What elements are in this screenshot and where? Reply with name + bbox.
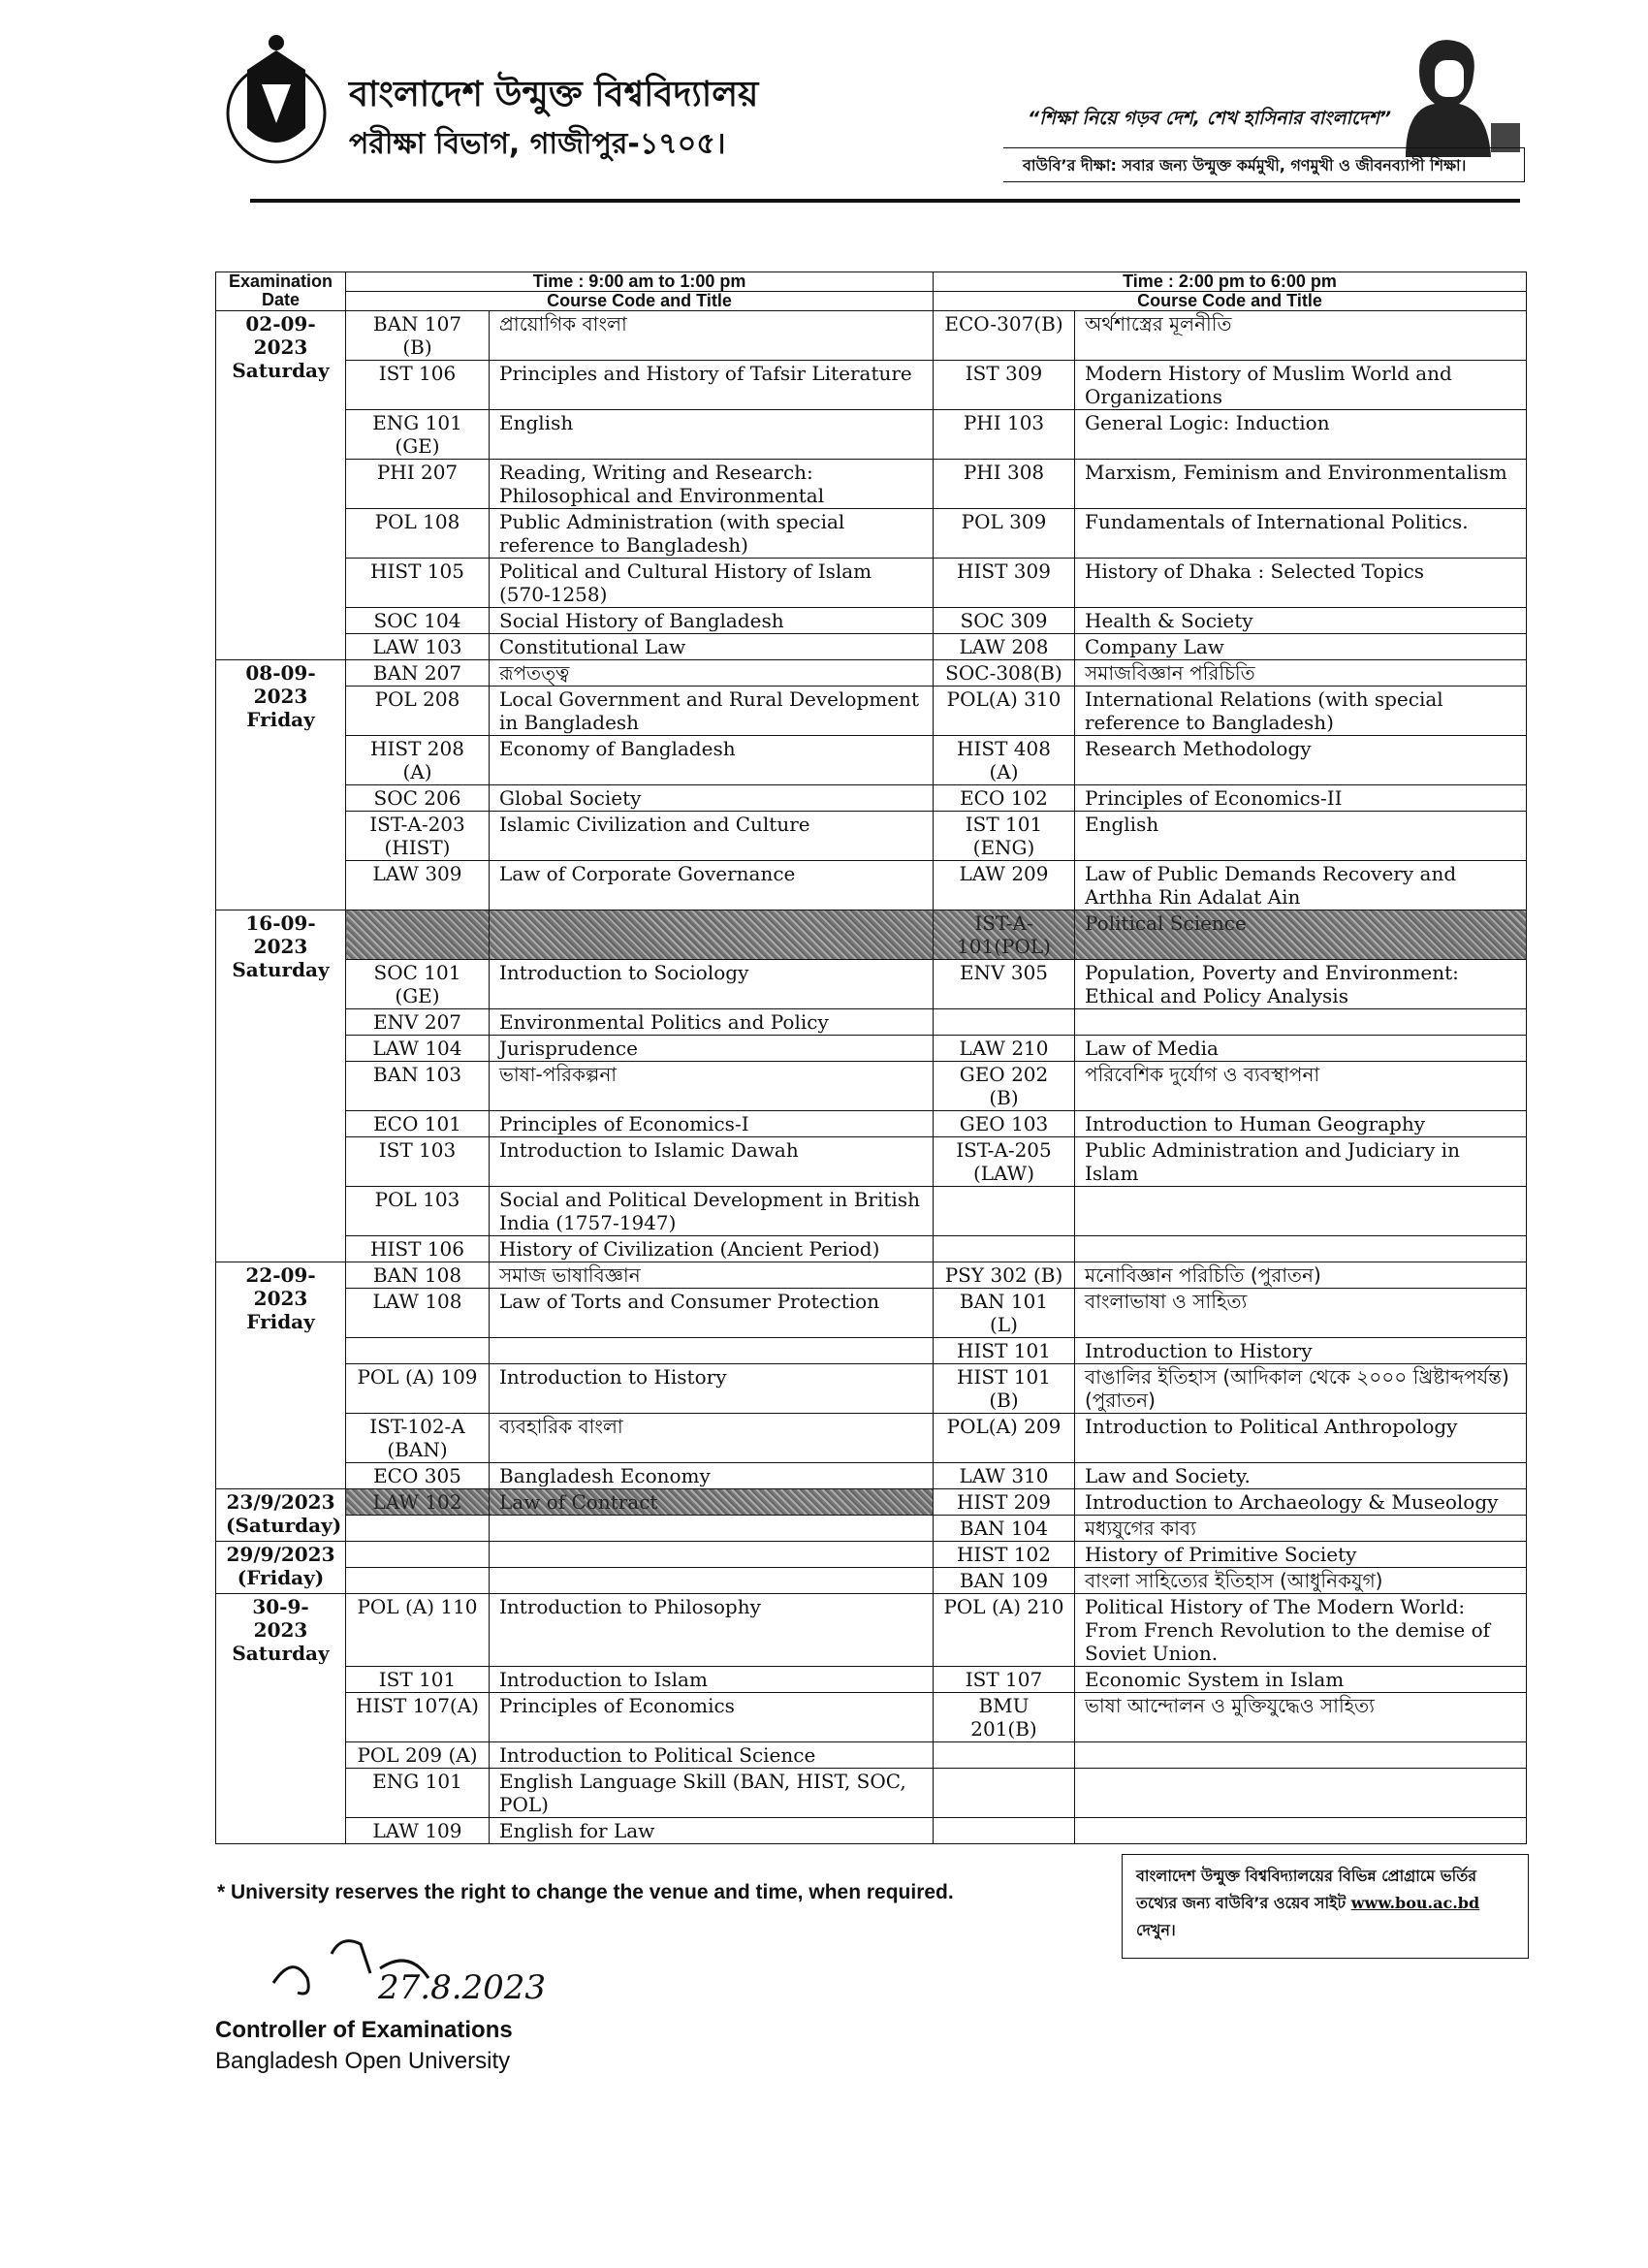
header-morning-course: Course Code and Title [346,292,934,311]
afternoon-course-code: ECO-307(B) [934,311,1075,361]
morning-course-code: POL (A) 109 [346,1364,490,1414]
table-row [216,1568,1527,1594]
afternoon-course-title: English [1075,812,1527,861]
table-row [216,410,1527,460]
exam-date: 16-09-2023 [245,911,316,958]
university-name-bn: বাংলাদেশ উন্মুক্ত বিশ্ববিদ্যালয় [349,75,759,114]
table-row [216,1667,1527,1693]
morning-course-code: IST 106 [346,361,490,410]
morning-course-code: LAW 109 [346,1818,490,1844]
schedule-body [216,311,1527,1844]
table-row [216,1289,1527,1338]
afternoon-course-code: PSY 302 (B) [934,1262,1075,1289]
morning-course-code: POL 103 [346,1187,490,1236]
morning-course-title: Reading, Writing and Research: Philosophical and Environmental [490,460,934,509]
morning-course-code: BAN 107 (B) [346,311,490,361]
morning-course-title: Introduction to Islamic Dawah [490,1137,934,1187]
website-box [1122,1854,1529,1959]
afternoon-course-title: Population, Poverty and Environment: Ethical and Policy Analysis [1075,960,1527,1009]
department-name-bn: পরীক্ষা বিভাগ, গাজীপুর-১৭০৫। [349,127,726,161]
exam-date-cell [216,1489,346,1542]
exam-day: Friday [246,708,315,731]
morning-course-title: Law of Contract [490,1489,934,1516]
table-row [216,1137,1527,1187]
morning-course-title: Introduction to Political Science [490,1742,934,1769]
morning-course-code: HIST 105 [346,559,490,608]
morning-course-code: LAW 102 [346,1489,490,1516]
morning-course-title: English Language Skill (BAN, HIST, SOC, POL) [490,1769,934,1818]
morning-course-title [490,910,934,960]
table-row [216,1414,1527,1463]
venue-note: * University reserves the right to change the venue and time, when required. [217,1881,954,1903]
morning-course-code: ECO 305 [346,1463,490,1489]
afternoon-course-title: Marxism, Feminism and Environmentalism [1075,460,1527,509]
morning-course-code [346,1542,490,1568]
afternoon-course-code: IST 101 (ENG) [934,812,1075,861]
table-row [216,1062,1527,1111]
afternoon-course-title: সমাজবিজ্ঞান পরিচিতি [1075,660,1527,687]
exam-date-cell [216,1594,346,1844]
morning-course-code: IST-102-A (BAN) [346,1414,490,1463]
afternoon-course-title: ভাষা আন্দোলন ও মুক্তিযুদ্ধেও সাহিত্য [1075,1693,1527,1742]
morning-course-code: BAN 103 [346,1062,490,1111]
afternoon-course-title: অর্থশাস্ত্রের মূলনীতি [1075,311,1527,361]
afternoon-course-title: পরিবেশিক দুর্যোগ ও ব্যবস্থাপনা [1075,1062,1527,1111]
afternoon-course-title: বাংলাভাষা ও সাহিত্য [1075,1289,1527,1338]
afternoon-course-title: Introduction to Archaeology & Museology [1075,1489,1527,1516]
afternoon-course-title: Health & Society [1075,608,1527,634]
header-afternoon-course: Course Code and Title [934,292,1527,311]
header-morning-time: Time : 9:00 am to 1:00 pm [346,272,934,292]
morning-course-title [490,1338,934,1364]
afternoon-course-code: BAN 109 [934,1568,1075,1594]
table-row [216,1187,1527,1236]
table-row [216,361,1527,410]
table-row [216,460,1527,509]
afternoon-course-code: HIST 408 (A) [934,736,1075,785]
table-row [216,1009,1527,1036]
morning-course-title: History of Civilization (Ancient Period) [490,1236,934,1262]
morning-course-title: Introduction to History [490,1364,934,1414]
afternoon-course-title: বাংলা সাহিত্যের ইতিহাস (আধুনিকযুগ) [1075,1568,1527,1594]
table-row [216,785,1527,812]
morning-course-title [490,1542,934,1568]
university-logo-icon [223,31,330,176]
afternoon-course-code: IST-A-101(POL) [934,910,1075,960]
morning-course-title: Environmental Politics and Policy [490,1009,934,1036]
morning-course-code [346,910,490,960]
afternoon-course-code: PHI 103 [934,410,1075,460]
afternoon-course-title: Research Methodology [1075,736,1527,785]
afternoon-course-title: History of Dhaka : Selected Topics [1075,559,1527,608]
table-row [216,1489,1527,1516]
afternoon-course-code: POL 309 [934,509,1075,559]
afternoon-course-code: HIST 209 [934,1489,1075,1516]
header-afternoon-time: Time : 2:00 pm to 6:00 pm [934,272,1527,292]
table-row [216,1338,1527,1364]
morning-course-title: Law of Corporate Governance [490,861,934,910]
morning-course-code: IST 101 [346,1667,490,1693]
afternoon-course-code: SOC 309 [934,608,1075,634]
afternoon-course-code [934,1236,1075,1262]
signature-date: 27.8.2023 [378,1968,547,2007]
morning-course-code: LAW 309 [346,861,490,910]
afternoon-course-title: International Relations (with special reference to Bangladesh) [1075,687,1527,736]
morning-course-code: BAN 207 [346,660,490,687]
letterhead [223,31,1522,206]
exam-date-cell [216,660,346,910]
morning-course-title: Introduction to Islam [490,1667,934,1693]
table-row [216,660,1527,687]
exam-date-cell [216,311,346,660]
controller-title: Controller of Examinations [215,2017,513,2043]
afternoon-course-code [934,1187,1075,1236]
table-row [216,812,1527,861]
afternoon-course-code: IST-A-205 (LAW) [934,1137,1075,1187]
exam-date: 29/9/2023 [226,1543,335,1566]
morning-course-code: LAW 104 [346,1036,490,1062]
morning-course-code: SOC 104 [346,608,490,634]
morning-course-title: Constitutional Law [490,634,934,660]
afternoon-course-code: POL(A) 310 [934,687,1075,736]
table-row [216,559,1527,608]
afternoon-course-code: POL (A) 210 [934,1594,1075,1667]
morning-course-code: ECO 101 [346,1111,490,1137]
afternoon-course-title: General Logic: Induction [1075,410,1527,460]
table-row [216,1262,1527,1289]
morning-course-title: Principles and History of Tafsir Literature [490,361,934,410]
morning-course-title: Jurisprudence [490,1036,934,1062]
afternoon-course-title [1075,1818,1527,1844]
morning-course-title: Political and Cultural History of Islam (570-1258) [490,559,934,608]
morning-course-title: প্রায়োগিক বাংলা [490,311,934,361]
afternoon-course-title: Law of Media [1075,1036,1527,1062]
afternoon-course-code [934,1742,1075,1769]
exam-day: (Friday) [237,1566,325,1589]
exam-date: 30-9-2023 [252,1595,309,1642]
morning-course-code: POL (A) 110 [346,1594,490,1667]
table-row [216,1594,1527,1667]
morning-course-code: SOC 101 (GE) [346,960,490,1009]
table-row [216,960,1527,1009]
table-row [216,634,1527,660]
morning-course-code: ENV 207 [346,1009,490,1036]
table-row [216,1769,1527,1818]
morning-course-title: Law of Torts and Consumer Protection [490,1289,934,1338]
afternoon-course-code: IST 107 [934,1667,1075,1693]
afternoon-course-code [934,1009,1075,1036]
morning-course-title: ভাষা-পরিকল্পনা [490,1062,934,1111]
afternoon-course-title: Political History of The Modern World: From French Revolution to the demise of Soviet Union. [1075,1594,1527,1667]
afternoon-course-code: ENV 305 [934,960,1075,1009]
morning-course-title: Social History of Bangladesh [490,608,934,634]
morning-course-title: Social and Political Development in British India (1757-1947) [490,1187,934,1236]
afternoon-course-code: GEO 202 (B) [934,1062,1075,1111]
morning-course-title: Islamic Civilization and Culture [490,812,934,861]
morning-course-code: LAW 103 [346,634,490,660]
exam-day: (Saturday) [226,1514,342,1537]
morning-course-code: SOC 206 [346,785,490,812]
afternoon-course-code: HIST 309 [934,559,1075,608]
morning-course-code: HIST 208 (A) [346,736,490,785]
afternoon-course-title: Law and Society. [1075,1463,1527,1489]
afternoon-course-code: HIST 101 [934,1338,1075,1364]
exam-day: Saturday [232,359,330,382]
table-row [216,1693,1527,1742]
afternoon-course-title: Political Science [1075,910,1527,960]
afternoon-course-title: মনোবিজ্ঞান পরিচিতি (পুরাতন) [1075,1262,1527,1289]
afternoon-course-title [1075,1187,1527,1236]
morning-course-code [346,1516,490,1542]
afternoon-course-title [1075,1009,1527,1036]
exam-date: 22-09-2023 [245,1263,316,1310]
morning-course-code: POL 208 [346,687,490,736]
morning-course-code: POL 209 (A) [346,1742,490,1769]
morning-course-title: সমাজ ভাষাবিজ্ঞান [490,1262,934,1289]
afternoon-course-code: LAW 210 [934,1036,1075,1062]
exam-day: Saturday [232,1642,330,1665]
morning-course-title: ব্যবহারিক বাংলা [490,1414,934,1463]
afternoon-course-code: POL(A) 209 [934,1414,1075,1463]
table-row [216,608,1527,634]
motto-box: বাউবি’র দীক্ষা: সবার জন্য উন্মুক্ত কর্মমুখী, গণমুখী ও জীবনব্যাপী শিক্ষা। [1003,147,1525,182]
afternoon-course-title: History of Primitive Society [1075,1542,1527,1568]
afternoon-course-title: Introduction to Political Anthropology [1075,1414,1527,1463]
website-box-text: বাংলাদেশ উন্মুক্ত বিশ্ববিদ্যালয়ের বিভিন্ন প্রোগ্রামে ভর্তির তথ্যের জন্য বাউবি’র ওয়েব সাইট [1136,1867,1477,1912]
afternoon-course-title: Introduction to Human Geography [1075,1111,1527,1137]
afternoon-course-title: বাঙালির ইতিহাস (আদিকাল থেকে ২০০০ খ্রিষ্টাব্দপর্যন্ত) (পুরাতন) [1075,1364,1527,1414]
afternoon-course-title: Company Law [1075,634,1527,660]
exam-date-cell [216,1262,346,1489]
afternoon-course-code: PHI 308 [934,460,1075,509]
table-row [216,687,1527,736]
morning-course-title: English for Law [490,1818,934,1844]
afternoon-course-code: BMU 201(B) [934,1693,1075,1742]
morning-course-code: POL 108 [346,509,490,559]
morning-course-code [346,1338,490,1364]
table-row [216,910,1527,960]
afternoon-course-title [1075,1769,1527,1818]
morning-course-title: Bangladesh Economy [490,1463,934,1489]
exam-date: 23/9/2023 [226,1490,335,1514]
header-rule [250,199,1520,203]
table-row [216,1036,1527,1062]
table-row [216,1364,1527,1414]
afternoon-course-code: GEO 103 [934,1111,1075,1137]
afternoon-course-title [1075,1742,1527,1769]
morning-course-title: রূপতত্ত্ব [490,660,934,687]
exam-date-cell [216,910,346,1262]
afternoon-course-title: Introduction to History [1075,1338,1527,1364]
morning-course-title: Principles of Economics [490,1693,934,1742]
morning-course-code: LAW 108 [346,1289,490,1338]
morning-course-title: Global Society [490,785,934,812]
morning-course-code: ENG 101 [346,1769,490,1818]
morning-course-title: Economy of Bangladesh [490,736,934,785]
table-row [216,1742,1527,1769]
exam-date: 08-09-2023 [245,661,316,708]
morning-course-code: IST 103 [346,1137,490,1187]
website-link[interactable]: www.bou.ac.bd [1350,1894,1480,1912]
afternoon-course-title: মধ্যযুগের কাব্য [1075,1516,1527,1542]
morning-course-code: HIST 106 [346,1236,490,1262]
university-name-en: Bangladesh Open University [215,2048,511,2074]
morning-course-code [346,1568,490,1594]
website-suffix: দেখুন। [1136,1921,1176,1939]
table-row [216,1236,1527,1262]
afternoon-course-title: Fundamentals of International Politics. [1075,509,1527,559]
table-row [216,1463,1527,1489]
table-row [216,1516,1527,1542]
table-row [216,1818,1527,1844]
afternoon-course-code: SOC-308(B) [934,660,1075,687]
exam-schedule-table [215,272,1527,1844]
afternoon-course-code: LAW 310 [934,1463,1075,1489]
morning-course-title: English [490,410,934,460]
morning-course-code: HIST 107(A) [346,1693,490,1742]
afternoon-course-title [1075,1236,1527,1262]
afternoon-course-title: Economic System in Islam [1075,1667,1527,1693]
morning-course-title: Public Administration (with special reference to Bangladesh) [490,509,934,559]
afternoon-course-code: LAW 209 [934,861,1075,910]
exam-date: 02-09-2023 [245,312,316,359]
morning-course-code: PHI 207 [346,460,490,509]
morning-course-title [490,1568,934,1594]
slogan: “শিক্ষা নিয়ে গড়ব দেশ, শেখ হাসিনার বাংলাদেশ” [1028,108,1392,129]
afternoon-course-code: LAW 208 [934,634,1075,660]
afternoon-course-code: IST 309 [934,361,1075,410]
morning-course-code: BAN 108 [346,1262,490,1289]
exam-day: Friday [246,1310,315,1333]
morning-course-code: IST-A-203 (HIST) [346,812,490,861]
afternoon-course-title: Modern History of Muslim World and Organizations [1075,361,1527,410]
morning-course-title: Principles of Economics-I [490,1111,934,1137]
afternoon-course-code: ECO 102 [934,785,1075,812]
exam-day: Saturday [232,958,330,981]
table-row [216,1111,1527,1137]
afternoon-course-code: BAN 101 (L) [934,1289,1075,1338]
afternoon-course-code [934,1818,1075,1844]
morning-course-title: Introduction to Sociology [490,960,934,1009]
afternoon-course-code: BAN 104 [934,1516,1075,1542]
morning-course-title [490,1516,934,1542]
table-row [216,1542,1527,1568]
table-row [216,736,1527,785]
afternoon-course-title: Law of Public Demands Recovery and Arthha Rin Adalat Ain [1075,861,1527,910]
afternoon-course-code: HIST 101 (B) [934,1364,1075,1414]
morning-course-title: Local Government and Rural Development in Bangladesh [490,687,934,736]
portrait-icon [1377,31,1522,162]
morning-course-title: Introduction to Philosophy [490,1594,934,1667]
afternoon-course-code: HIST 102 [934,1542,1075,1568]
table-row [216,509,1527,559]
table-row [216,861,1527,910]
header-exam-date: Examination Date [216,272,346,311]
afternoon-course-title: Principles of Economics-II [1075,785,1527,812]
exam-date-cell [216,1542,346,1594]
morning-course-code: ENG 101 (GE) [346,410,490,460]
afternoon-course-code [934,1769,1075,1818]
afternoon-course-title: Public Administration and Judiciary in Islam [1075,1137,1527,1187]
table-row [216,311,1527,361]
